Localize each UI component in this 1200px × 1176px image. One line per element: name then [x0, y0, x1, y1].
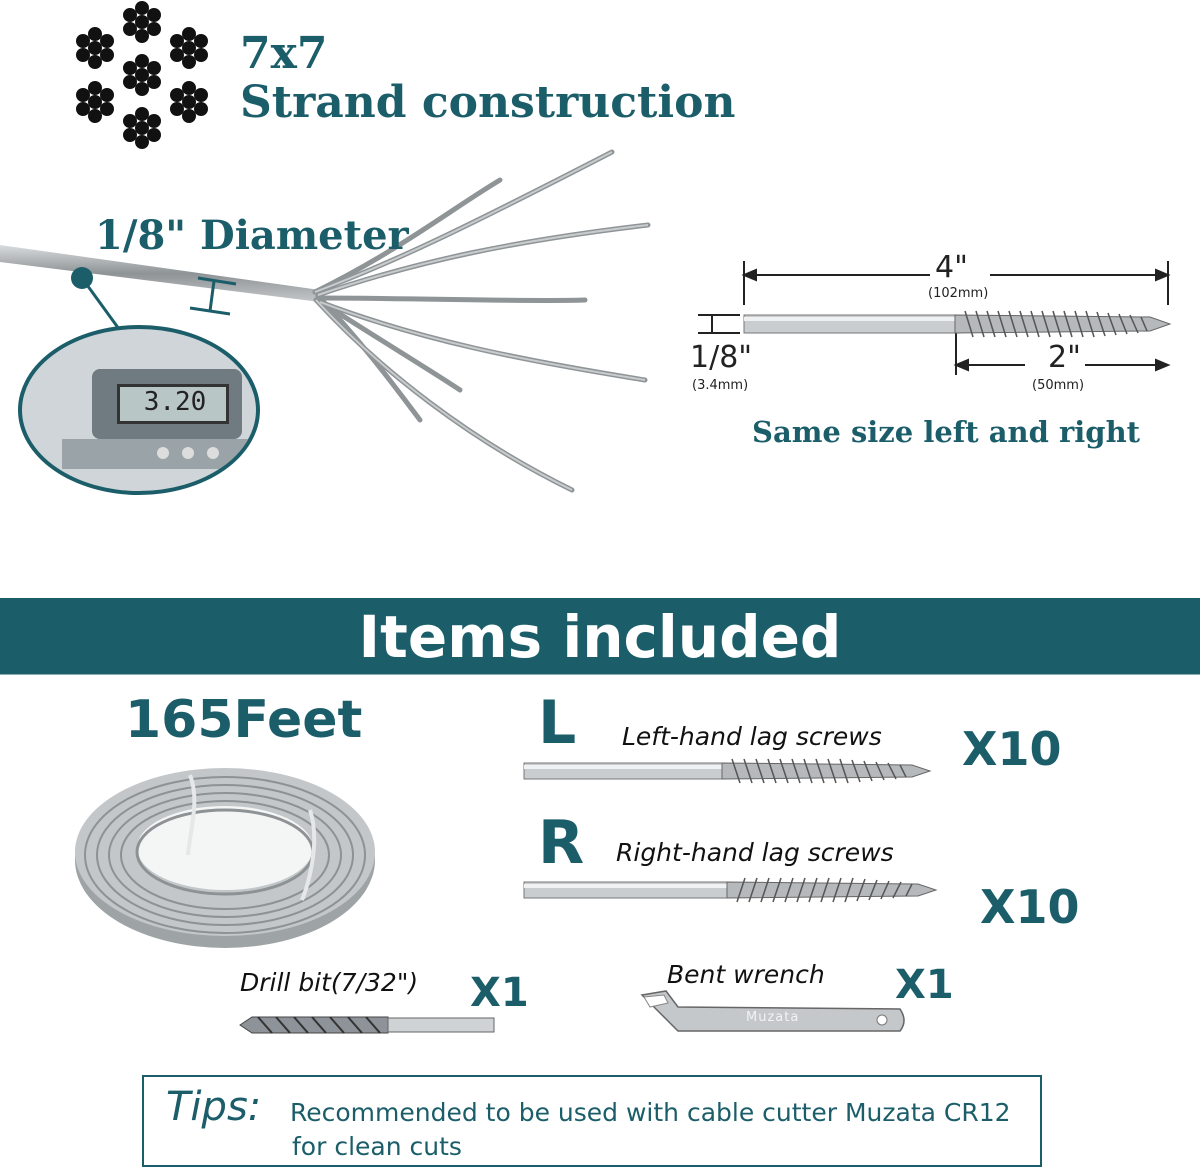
- drill-bit-image: [238, 1012, 498, 1038]
- strand-cross-section-icon: [70, 0, 215, 155]
- caliper-reading: 3.20: [143, 387, 207, 417]
- left-screw-label: Left-hand lag screws: [622, 722, 882, 751]
- caliper-closeup-image: [18, 325, 260, 495]
- tips-line-2: for clean cuts: [292, 1132, 462, 1161]
- tips-line-1: Recommended to be used with cable cutter Muzata CR12: [290, 1098, 1011, 1127]
- construction-label: Strand construction: [240, 77, 736, 128]
- wrench-engraving: Muzata: [746, 1010, 800, 1025]
- tips-heading: Tips:: [166, 1084, 262, 1130]
- drill-bit-label: Drill bit(7/32"): [240, 968, 419, 997]
- wrench-qty: X1: [895, 962, 954, 1008]
- construction-code: 7x7: [240, 28, 328, 79]
- drill-bit-qty: X1: [470, 970, 529, 1016]
- thread-length: 2": [1048, 340, 1081, 375]
- right-lag-screw-image: [522, 874, 942, 908]
- total-length: 4": [935, 250, 968, 285]
- left-screw-qty: X10: [962, 722, 1062, 776]
- right-screw-label: Right-hand lag screws: [616, 838, 894, 867]
- thread-length-mm: (50mm): [1032, 378, 1085, 393]
- diameter-value: 1/8": [690, 340, 753, 375]
- total-length-mm: (102mm): [928, 286, 989, 301]
- right-screw-letter: R: [538, 808, 585, 878]
- left-lag-screw-image: [522, 755, 934, 789]
- items-included-title: Items included: [358, 603, 842, 671]
- cable-coil-image: [70, 760, 380, 950]
- diameter-label: 1/8" Diameter: [95, 212, 409, 259]
- same-size-note: Same size left and right: [752, 415, 1141, 449]
- cable-length: 165Feet: [125, 690, 363, 750]
- left-screw-letter: L: [538, 688, 577, 758]
- right-screw-qty: X10: [980, 880, 1080, 934]
- diameter-mm: (3.4mm): [692, 378, 749, 393]
- wrench-label: Bent wrench: [667, 960, 825, 989]
